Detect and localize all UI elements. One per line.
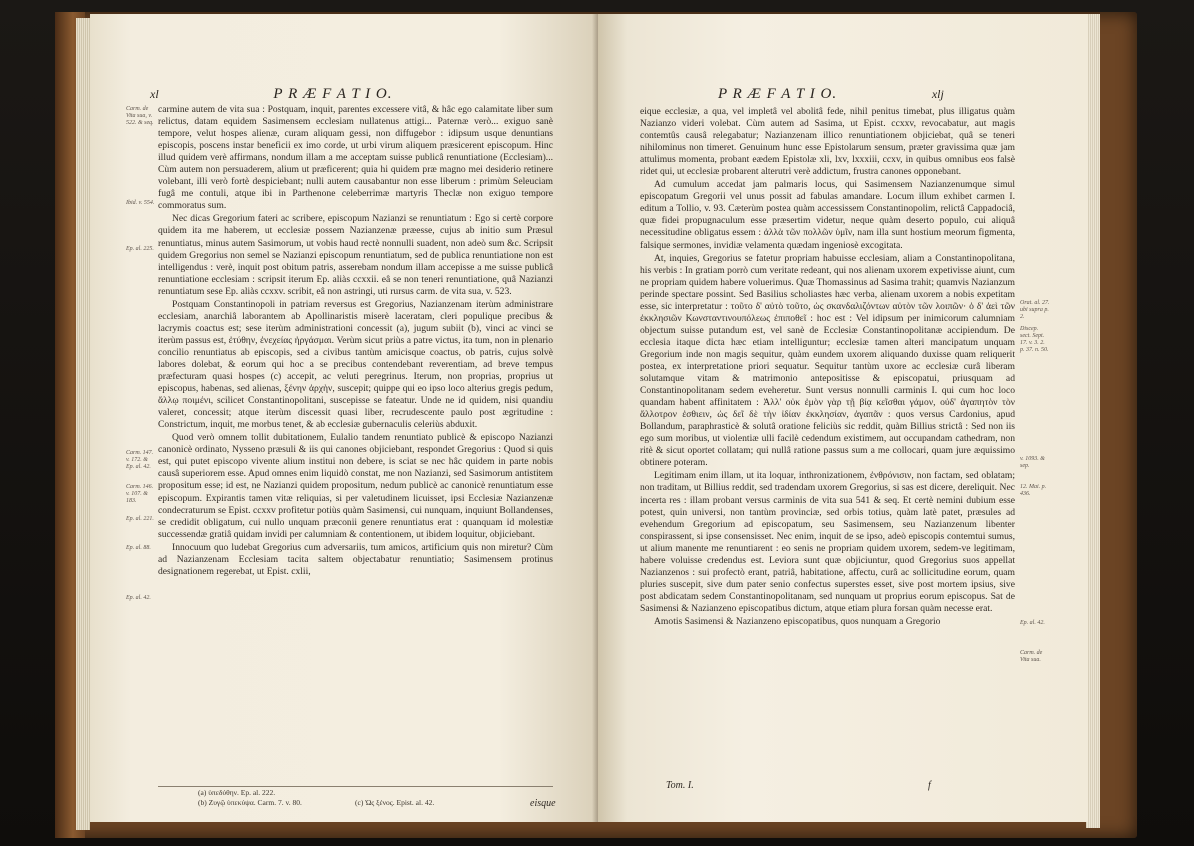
margin-note: Ep. al. 225. (126, 246, 154, 252)
left-head-title: P R Æ F A T I O. (273, 86, 393, 102)
margin-note: Orat. al. 27. ubi supra p. 2. (1020, 300, 1050, 320)
left-paragraph: Innocuum quo ludebat Gregorius cum adversariis, tum amicos, artificium quis non miretur? Cùm ad Nazianzenam Ecclesiam tacita saltem objectabatur renuntiatio; Sasimensem protinus designationem regerebat, ut Epist. cxlii, (158, 541, 553, 577)
right-paragraph: Legitimam enim illam, ut ita loquar, inthronizationem, ἐνθρόνισιν, non factam, sed oblatam; non traditam, ut Billius reddit, sed tradendam uxorem Gregorius, si sas est dicere, dereliquit. Nec incerta res : illam probant versus carminis de vita sua 541 & seq. Et certè nemini dubium esse potest, quin universi, non tantùm provinciæ, sed orbis totius, quàm latè patet, præsules ad evehendum Gregorium ad episcopatum, seu Sasimensem, seu Nazianzenum libenter conspirassent, si ipse consensisset. Nec enim, inquit de se ipso, adeò episcopis contemtui sumus, ut alium manente me renuntiarent : eo senis ne propriam quidem uxorem, sedem-ve legitimam, habere voluisse credendus est. Leviora sunt quæ objiciuntur, quod Gregorius suos appellat Nazianzenos : sui profectò erant, patriâ, habitatione, affectu, curâ ac sollicitudine eorum, quam pluries suscepit, sive dum pater senio confectus superstes esset, sive post mortem ipsius, sive post abdicatam sedem Constantinopolitanam, sed nunquam ut proprius eorum episcopus. Sat de Sasimensi & Nazianzeno episcopatibus dictum, atque etiam plura forsan quàm necesse erat. (640, 470, 1015, 614)
right-page-number: xlj (931, 87, 944, 101)
left-paragraph: Nec dicas Gregorium fateri ac scribere, episcopum Nazianzi se renuntiatum : Ego si certè corpore quidem ita me haberem, ut ecclesiæ possem Nazianzenæ præesse, cujus ab initio sum Præsul renuntiatus, minus autem Sasimorum, ut vobis haud rectè nonnulli suadent, non adeò sum &c. Scripsit quidem Gregorius non semel se Nazianzi episcopum renuntiatum, sed de publica renuntiatione non est intelligendus : verè, inquit post obitum patris, asserebam nondum illam accepisse a me suisse publicâ renuntiatione ecclesiam : scripsit iterum Ep. aliàs ccxxii. eâ se non teneri renuntiatione, quâ Nazianzi renuntiatum sese Ep. aliàs ccxxv. scribit, eâ non astringi, uti rursus carm. de vita sua, v. 523. (158, 213, 553, 297)
margin-note: Carm. 147. v. 172. & Ep. al. 42. (126, 450, 154, 470)
margin-note: Discep. sect. Sept. 17. v. 3. 2. p. 37. n. 50. (1020, 326, 1049, 353)
right-page (598, 14, 1088, 822)
right-paragraph: Amotis Sasimensi & Nazianzeno episcopatibus, quos nunquam a Gregorio (654, 615, 941, 627)
right-paragraph: eique ecclesiæ, a qua, vel impletâ vel abolitâ fede, nihil penitus timebat, plus illigatus quàm Nazianzo videri volebat. Cùm autem ad Sasima, ut Epist. ccxxv, revocabatur, aut magis contemtûs causâ relegabatur; Nazianzenam illico renuntiationem objiciebat, quâ se teneri nihilominus non timeret. Genuinum hunc esse Epistolarum sensum, præter gravissima quæ jam attulimus momenta, probant eædem Epistolæ xli, lxv, lxxxiii, ccxv, in quibus omnibus eos falsè ridet qui, ut ecclesiæ probarent alterutri verè addictum, frustra canones opponebant. (640, 106, 1015, 178)
left-page (90, 14, 600, 822)
margin-note: Carm. de Vita sua. (1020, 650, 1043, 663)
footnote: (a) ὑπεδύθην. Ep. al. 222. (198, 788, 276, 797)
left-page-number: xl (150, 87, 159, 101)
footnote: (b) Ζυγῷ ὑπεκύψα. Carm. 7. v. 80. (198, 798, 302, 807)
left-paragraph: Postquam Constantinopoli in patriam reversus est Gregorius, Nazianzenam iterùm administrare ecclesiam, anarchiâ laborantem ab Apollinaristis miserè laceratam, cleri populique precibus & lacrymis coactus est; sese iterùm administrationi concessit (a), jugum subiit (b), vinci ac vinci se iterùm passus est, ἐτύθην, ἐνεχείας ἠργάσμαι. Verùm sicut priùs a patre victus, ita tum, non in plenario concilio renuntiatus ab episcopis, sed a civibus tantùm amicisque coactus, ob patris, cujus solvè labores dolebat, & eorum qui hoc a se precibus contendebant reverentiam, ad breve tempus præfecturam quasi hospes (c) accepit, ac veluti peregrinus. Iterum, non proprias, proprius ut episcopus, habenas, sed alienas, ξένην ἀρχὴν, suscepit; quippe qui eo ipso loco alterius gregis pedum, ἄλλῳ ποιμένι, scilicet Constantinopolitani, suscepisse se fateatur. Unde ne id quidem, nisi quandiu valeret, concessit; atque iterùm discessit quasi liber, recrudescente paulo post ægritudine : Constrictum, inquit, me morbus tenet, & ab ecclesiæ gubernaculis celeriùs abduxit. (158, 298, 553, 431)
right-paragraph: Ad cumulum accedat jam palmaris locus, qui Sasimensem Nazianzenumque simul episcopatum Gregorii vel unus possit ad fabulas amandare. Locum illum exhibet carmen I. editum a Tollio, v. 93. Cæterùm postea quàm accessissem Constantinopolim, relictâ Cappadociâ, quæ fidei propugnaculum esse præsertim videtur, neque quàm deserto populo, cui aliquâ necessitudine obligatus essem : ἀλλὰ τῶν πολλῶν ὑμῖν, nam illa sunt hostium meorum figmenta, falsique sermones, invidiæ velamenta quædam ingeniosè excogitata. (640, 179, 1015, 251)
left-paragraph: Quod verò omnem tollit dubitationem, Eulalio tandem renuntiato publicè & episcopo Nazianzi canonicè ordinato, Nysseno præsuli & iis qui canones objiciebant, respondet Gregorius : Quod si quis est, qui putet episcopo vivente alium institui non debere, is sciat se nec hâc quidem in parte nobis causâ superiorem esse. Apud omnes enim liquidò constat, me non Nazianzi, sed Sasimorum antistitem propositum esse; id est, ne Nazianzi quidem propositum, nedum publicè ac canonicè renuntiatum esse episcopum. Expirantis tamen vitæ reliquias, si per valetudinem licuisset, ipsi Ecclesiæ Nazianzenæ condecraturum se Epist. ccxxv profitetur potiùs quàm Sasimensi, cui nunquam, inquiunt Bollandenses, se credidit obligatum, cui nullo unquam præconii genere renuntiatus erat : quanquam id molestiæ successendæ gratiâ quidam invidi per calumniam & contentionem, ut ibidem loquitur, objiciebant. (158, 432, 553, 540)
margin-note: Ep. al. 88. (126, 545, 151, 551)
page-stack-right (1086, 14, 1100, 828)
margin-note: 12. Mai. p. 436. (1020, 484, 1047, 497)
right-paragraph: At, inquies, Gregorius se fatetur propriam habuisse ecclesiam, aliam a Constantinopolitana, his verbis : In gratiam porrò cum veritate redeant, qui nos alienam uxorem expetivisse aiunt, cum ne propriam quidem habere voluerimus. Quæ Thomassinus ad Sasima trahit; quamvis Nazianzum perinde spectare possint. Sed Basilius scholiastes hæc verba, alienam uxorem a nobis expetitam esse, sic interpretatur : τοῦτο δ' αὐτὸ τοῦτο, ὡς σκανδαλιζόντων αὐτὸν τῶν λοιπῶν· ὁ δ' ἀεὶ τῶν ἐκκλησιῶν Κωνσταντινουπόλεως ἐπιποθεῖ : hoc est : Vel idipsum per inimicorum calumniam objectum suisse putandum est, vel sanè de Ecclesiæ Constantinopolitanæ accipiendum. De ecclesia itaque dicta hæc etiam intelliguntur; ecclesiæ tamen alteri mancipatum unquam Gregorium inde non magis sequitur, quàm eundem uxorem aliquando duxisse quam reliquerit postea, ex interpretatione priori sequatur. Sequitur tantùm uxore ac ecclesiæ curâ liberam solutamque vitam & matrimonio antepositisse & episcopatui, priusquam ad Constantinopolitanam sedem eveheretur. Sunt versus nonnulli carminis I. qui cum hoc loco quandam habent affinitatem : Ἀλλ' οὐκ ἐμὸν γὰρ τῇ βίᾳ κεῖσθαι γάμον, οὐδ' ἀγαπητὸν τὸν ἄλλοτρον ἐσθιειν, ὡς δεῖ δὲ τὴν ἰδίαν ἐκκλησίαν, ἀγαπᾶν : quos versus Cardonius, apud Bollandum, paraphrasticè & solutâ oratione feliciùs sic reddit, quàm Billius strictâ : Sed non iis ego sum moribus, ut violentiæ ulli facilè cedendum existimem, aut occupandam cathedram, non ritè & sicut oportet collatam; qui nullâ ratione passus sum a me collocari, quam jure æquissimo obtinere poteram. (640, 252, 1015, 469)
margin-note: Carm. de Vita sua, v. 522. & seq. (126, 106, 154, 126)
left-running-head (150, 86, 530, 103)
catchword: eisque (530, 798, 556, 809)
margin-note: Ep. al. 42. (1020, 620, 1045, 626)
margin-note: Ep. al. 221. (126, 516, 154, 522)
margin-note: Ep. al. 42. (126, 595, 151, 601)
page-stack-left (76, 18, 90, 830)
margin-note: Carm. 146. v. 107. & 183. (126, 484, 154, 504)
signature-letter: f (928, 780, 931, 791)
right-head-title: P R Æ F A T I O. (718, 86, 838, 102)
footnote: (c) Ὡς ξένος. Epist. al. 42. (355, 798, 435, 807)
margin-note: v. 1093. & sep. (1020, 456, 1045, 469)
right-running-head (638, 86, 1018, 103)
footnote-rule (158, 786, 553, 787)
margin-note: Ibid. v. 554. (126, 200, 155, 206)
left-body-text (158, 104, 553, 578)
left-paragraph: carmine autem de vita sua : Postquam, inquit, parentes excessere vitâ, & hâc ego calamitate liber sum relictus, datam equidem Sasimensem ecclesiam nullatenus attigi... Paternæ verò... exiguo sanè tempore, velut hospes alienæ, curam aliquam gessi, non diffugebor : idipsum usque denuntians episcopis, poscens instar beneficii ex imo corde, ut urbi virum aliquem præsicerent episcopum. Hinc illud quidem verè affirmans, nondum illam a me acceptam suisse publicâ renuntiatione (Ecclesiam)... Cùm autem non persuaderem, alium ut præficerent; quia hi quidem præ magno mei desiderio retinere volebant, illi verò fortè despiciebant; nulli autem causabantur non esse liberum : primùm Seleuciam fugâ me contuli, atque ibi in Parthenone celeberrimæ martyris Theclæ non exiguo tempore commoratus sum. (158, 104, 553, 212)
right-body-text (640, 106, 1015, 628)
signature-mark: Tom. I. (666, 780, 694, 791)
